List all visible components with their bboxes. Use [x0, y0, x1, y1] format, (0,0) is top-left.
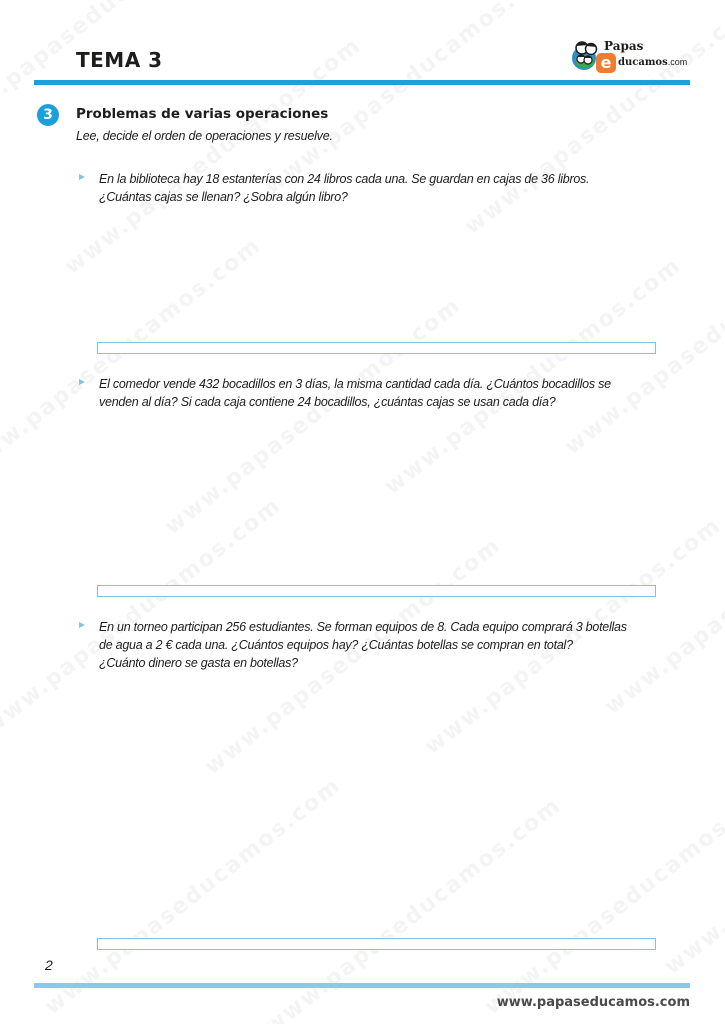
answer-box-3[interactable] — [97, 938, 656, 950]
footer-website-link[interactable]: www.papaseducamos.com — [496, 995, 690, 1010]
logo-text-educamos — [618, 57, 687, 68]
problem-line: venden al día? Si cada caja contiene 24 bocadillos, ¿cuántas cajas se usan cada día? — [99, 395, 556, 409]
logo-text-ducamos: ducamos — [618, 57, 668, 68]
exercise-instruction: Lee, decide el orden de operaciones y resuelve. — [76, 129, 333, 143]
brand-logo[interactable] — [570, 36, 695, 74]
problem-line: ¿Cuánto dinero se gasta en botellas? — [99, 656, 298, 670]
page-title: TEMA 3 — [76, 48, 163, 72]
problem-line: de agua a 2 € cada una. ¿Cuántos equipos hay? ¿Cuántas botellas se compran en total? — [99, 638, 573, 652]
triangle-bullet-icon — [79, 622, 85, 628]
exercise-title: Problemas de varias operaciones — [76, 106, 329, 122]
header-divider — [34, 80, 690, 85]
problem-line: En un torneo participan 256 estudiantes. Se forman equipos de 8. Cada equipo comprará 3 botellas — [99, 620, 627, 634]
answer-box-1[interactable] — [97, 342, 656, 354]
logo-text-com: .com — [667, 57, 688, 67]
page-number: 2 — [45, 957, 53, 973]
problem-line: En la biblioteca hay 18 estanterías con 24 libros cada una. Se guardan en cajas de 36 libros. — [99, 172, 590, 186]
problem-text — [99, 170, 659, 206]
logo-e-icon: e — [596, 53, 616, 73]
problem-line: El comedor vende 432 bocadillos en 3 días, la misma cantidad cada día. ¿Cuántos bocadillos se — [99, 377, 611, 391]
triangle-bullet-icon — [79, 379, 85, 385]
problem-line: ¿Cuántas cajas se llenan? ¿Sobra algún libro? — [99, 190, 348, 204]
logo-text-papas: Papas — [604, 39, 644, 53]
problem-text — [99, 375, 659, 411]
triangle-bullet-icon — [79, 174, 85, 180]
exercise-number-badge: 3 — [37, 104, 59, 126]
problem-text — [99, 618, 659, 672]
answer-box-2[interactable] — [97, 585, 656, 597]
footer-divider — [34, 983, 690, 988]
